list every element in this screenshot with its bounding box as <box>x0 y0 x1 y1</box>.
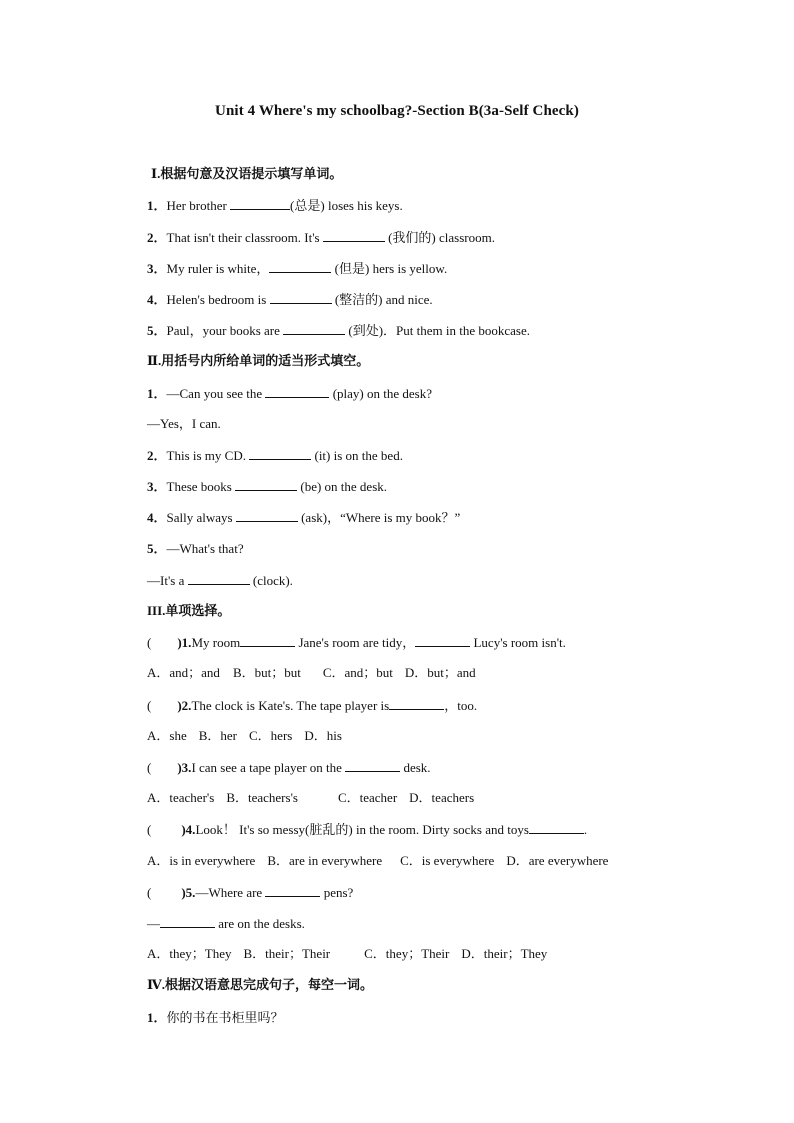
s3-question-5-reply: — are on the desks. <box>147 916 305 931</box>
answer-blank[interactable] <box>415 634 470 647</box>
s1-question-2: 2．That isn't their classroom. It's (我们的) classroom. <box>147 230 495 245</box>
s3-question-5: ( )5.—Where are pens? <box>147 885 354 900</box>
section-1-heading: Ⅰ.根据句意及汉语提示填写单词。 <box>151 166 343 181</box>
answer-blank[interactable] <box>230 197 290 210</box>
s3-question-2-options: A．she B．her C．hers D．his <box>147 728 342 743</box>
answer-blank[interactable] <box>265 884 320 897</box>
s2-question-5-reply: —It's a (clock). <box>147 573 293 588</box>
s3-question-1: ( )1.My room Jane's room are tidy， Lucy's room isn't. <box>147 635 566 650</box>
section-3-heading: III.单项选择。 <box>147 603 231 618</box>
s2-question-1: 1．—Can you see the (play) on the desk? <box>147 386 432 401</box>
answer-blank[interactable] <box>188 572 250 585</box>
s2-question-1-reply: —Yes，I can. <box>147 416 221 431</box>
answer-blank[interactable] <box>240 634 295 647</box>
answer-blank[interactable] <box>389 697 444 710</box>
s2-question-4: 4．Sally always (ask)，“Where is my book？” <box>147 510 461 525</box>
s2-question-3: 3．These books (be) on the desk. <box>147 479 388 494</box>
s2-question-5: 5．—What's that? <box>147 541 244 556</box>
s3-question-4: ( )4.Look！ It's so messy(脏乱的) in the room. Dirty socks and toys . <box>147 822 588 837</box>
section-2-heading: Ⅱ.用括号内所给单词的适当形式填空。 <box>147 353 370 368</box>
s3-question-3: ( )3.I can see a tape player on the desk. <box>147 760 431 775</box>
s1-question-1: 1．Her brother (总是) loses his keys. <box>147 198 403 213</box>
answer-blank[interactable] <box>236 509 298 522</box>
s3-question-4-options: A．is in everywhere B．are in everywhere C．is everywhere D．are everywhere <box>147 853 609 868</box>
answer-blank[interactable] <box>269 260 331 273</box>
answer-blank[interactable] <box>283 322 345 335</box>
s3-question-1-options: A．and；and B．but；but C．and；but D．but；and <box>147 665 476 680</box>
s1-question-4: 4．Helen's bedroom is (整洁的) and nice. <box>147 292 433 307</box>
answer-blank[interactable] <box>160 915 215 928</box>
answer-blank[interactable] <box>235 478 297 491</box>
s3-question-3-options: A．teacher's B．teachers's C．teacher D．teachers <box>147 790 475 805</box>
s1-question-3: 3．My ruler is white， (但是) hers is yellow. <box>147 261 448 276</box>
answer-blank[interactable] <box>265 385 329 398</box>
s4-question-1: 1．你的书在书柜里吗？ <box>147 1010 284 1025</box>
answer-blank[interactable] <box>270 291 332 304</box>
s3-question-2: ( )2.The clock is Kate's. The tape player is ，too. <box>147 698 478 713</box>
s3-question-5-options: A．they；They B．their；Their C．they；Their D．their；They <box>147 946 548 961</box>
section-4-heading: Ⅳ.根据汉语意思完成句子，每空一词。 <box>147 977 374 992</box>
s2-question-2: 2．This is my CD. (it) is on the bed. <box>147 448 403 463</box>
s1-question-5: 5．Paul，your books are (到处)．Put them in the bookcase. <box>147 323 530 338</box>
page-title: Unit 4 Where's my schoolbag?-Section B(3a-Self Check) <box>215 103 579 119</box>
answer-blank[interactable] <box>345 759 400 772</box>
answer-blank[interactable] <box>529 821 584 834</box>
answer-blank[interactable] <box>249 447 311 460</box>
answer-blank[interactable] <box>323 229 385 242</box>
